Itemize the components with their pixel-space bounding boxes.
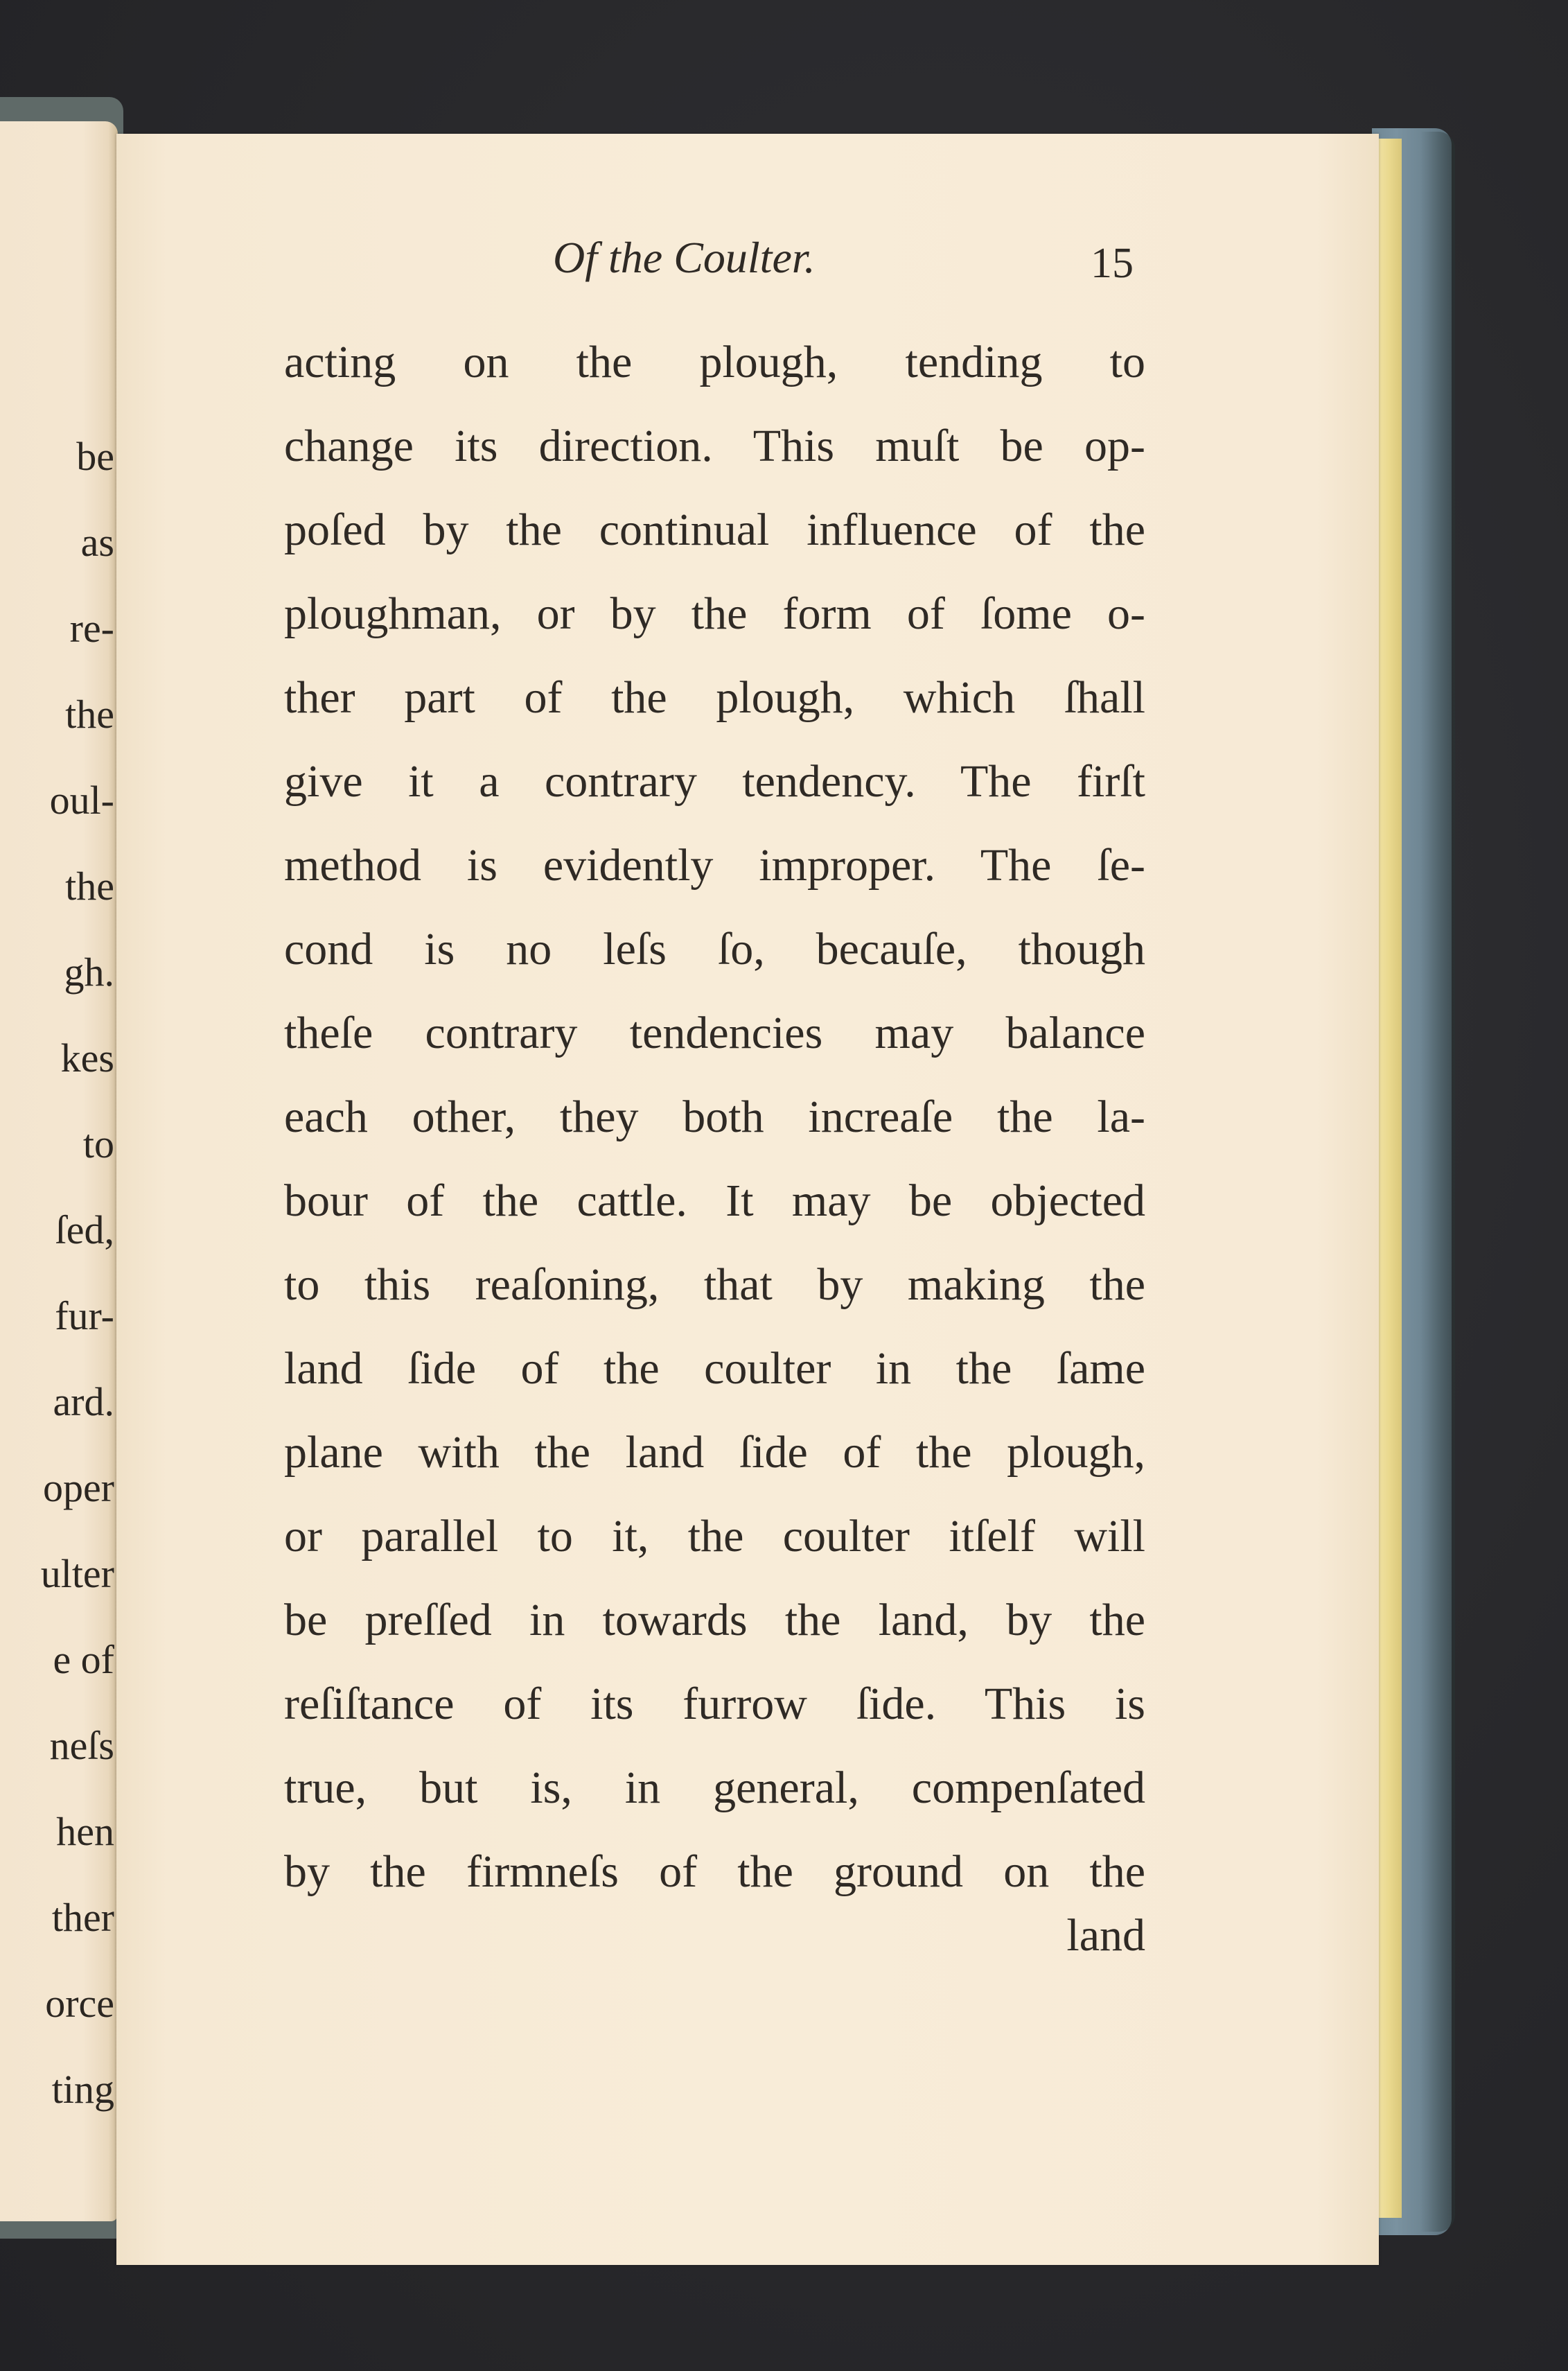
left-fragment: e of (53, 1637, 114, 1682)
left-fragment: kes (60, 1035, 114, 1080)
text-line: ther part of the plough, which ſhall (284, 672, 1145, 723)
left-fragment: ard. (53, 1379, 114, 1424)
catchword: land (1066, 1910, 1145, 1961)
text-line: land ſide of the coulter in the ſame (284, 1343, 1145, 1394)
text-line: to this reaſoning, that by making the (284, 1259, 1145, 1310)
page-number: 15 (1091, 240, 1134, 287)
left-fragment: gh. (64, 950, 114, 995)
text-line: reſiſtance of its furrow ſide. This is (284, 1679, 1145, 1729)
text-line: each other, they both increaſe the la- (284, 1092, 1145, 1142)
text-line: be preſſed in towards the land, by the (284, 1595, 1145, 1645)
text-line: ploughman, or by the form of ſome o- (284, 588, 1145, 639)
left-fragment: ting (51, 2067, 114, 2112)
page-fore-edge (1375, 139, 1402, 2218)
running-head: Of the Coulter. (553, 233, 816, 282)
left-fragment: ſed, (55, 1207, 114, 1252)
text-line: method is evidently improper. The ſe- (284, 840, 1145, 891)
text-line: cond is no leſs ſo, becauſe, though (284, 924, 1145, 974)
left-page-edge (0, 121, 118, 2221)
left-fragment: as (80, 520, 114, 565)
text-line: poſed by the continual influence of the (284, 505, 1145, 555)
left-fragment: re- (69, 606, 114, 651)
text-line: give it a contrary tendency. The firſt (284, 756, 1145, 807)
left-fragment: oul- (49, 778, 114, 823)
left-fragment: ther (51, 1895, 114, 1940)
left-fragment: hen (56, 1809, 114, 1854)
text-line: or parallel to it, the coulter itſelf will (284, 1511, 1145, 1561)
left-fragment: to (82, 1121, 114, 1166)
text-line: theſe contrary tendencies may balance (284, 1008, 1145, 1058)
left-fragment: be (76, 434, 114, 479)
left-fragment: orce (45, 1981, 114, 2026)
right-cover-shadow (1420, 132, 1455, 2232)
left-fragment: neſs (49, 1723, 114, 1768)
text-line: plane with the land ſide of the plough, (284, 1427, 1145, 1478)
text-line: change its direction. This muſt be op- (284, 421, 1145, 471)
left-fragment: ulter (40, 1551, 114, 1596)
body-text (284, 320, 1145, 1914)
text-line: bour of the cattle. It may be objected (284, 1175, 1145, 1226)
text-line: by the firmneſs of the ground on the (284, 1846, 1145, 1897)
left-fragment: the (65, 692, 114, 737)
left-fragment: the (65, 864, 114, 909)
text-line: true, but is, in general, compenſated (284, 1762, 1145, 1813)
left-fragment: fur- (55, 1293, 114, 1338)
text-line: acting on the plough, tending to (284, 337, 1145, 387)
left-fragment: oper (42, 1465, 114, 1510)
